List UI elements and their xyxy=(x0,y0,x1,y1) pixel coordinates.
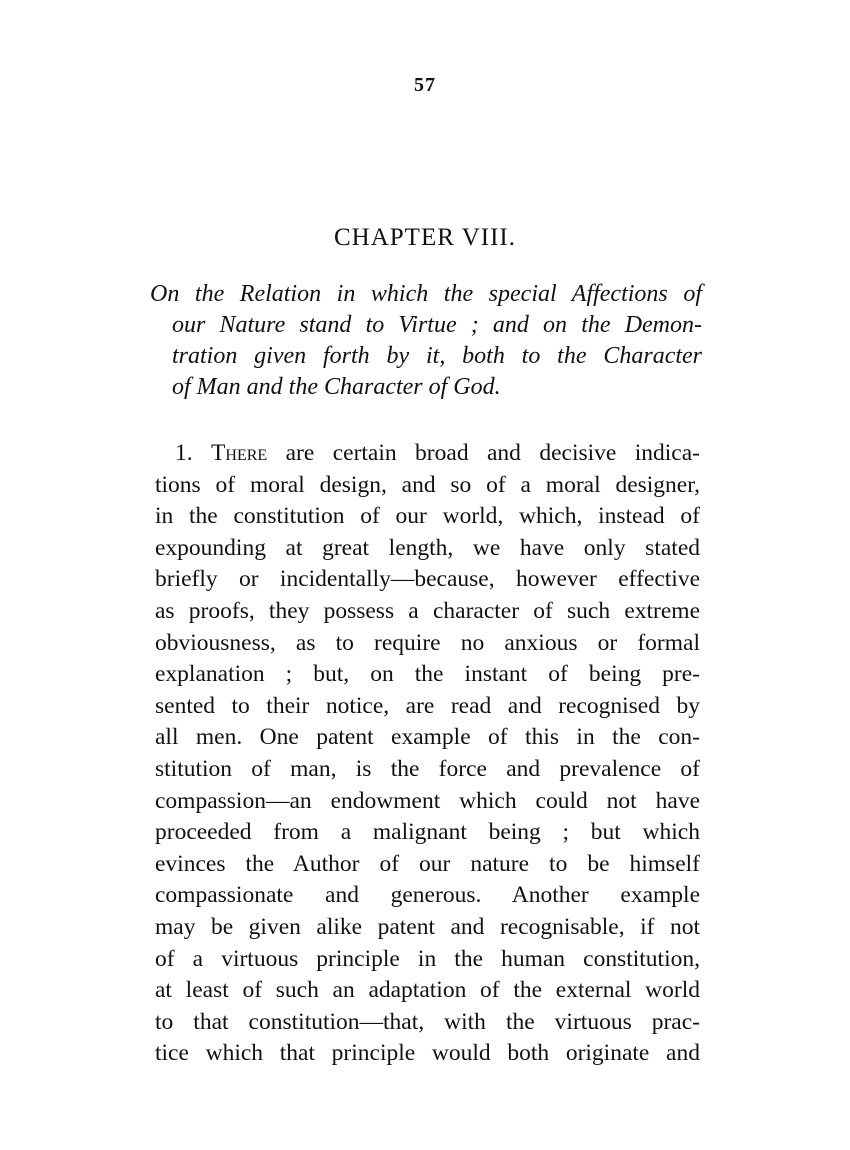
text-line: expounding at great length, we have only stated xyxy=(155,534,700,561)
text-line: at least of such an adaptation of the external world xyxy=(155,977,700,1004)
chapter-subtitle xyxy=(150,279,702,403)
text-line: sented to their notice, are read and recognised by xyxy=(155,692,700,719)
text-line: tice which that principle would both originate and xyxy=(155,1040,700,1067)
chapter-heading: CHAPTER VIII. xyxy=(334,224,516,251)
text-line: briefly or incidentally—because, however effective xyxy=(155,566,700,593)
subtitle-line: of Man and the Character of God. xyxy=(172,374,501,400)
paragraph-first-line xyxy=(155,438,700,470)
text-line: may be given alike patent and recognisable, if not xyxy=(155,913,700,940)
text-line: explanation ; but, on the instant of being pre- xyxy=(155,661,700,688)
paragraph-first-line-text: are certain broad and decisive indica- xyxy=(285,440,700,466)
paragraph-lead-word: There xyxy=(211,440,268,466)
text-line: in the constitution of our world, which, instead of xyxy=(155,503,700,530)
subtitle-line: tration given forth by it, both to the Character xyxy=(172,343,702,369)
text-line: all men. One patent example of this in the con- xyxy=(155,724,700,751)
page-number: 57 xyxy=(414,74,436,96)
text-line: obviousness, as to require no anxious or formal xyxy=(155,629,700,656)
text-line: tions of moral design, and so of a moral designer, xyxy=(155,471,700,498)
text-line: compassionate and generous. Another example xyxy=(155,882,700,909)
text-line: proceeded from a malignant being ; but which xyxy=(155,819,700,846)
text-line: of a virtuous principle in the human constitution, xyxy=(155,945,700,972)
text-line: to that constitution—that, with the virtuous prac- xyxy=(155,1008,700,1035)
text-line: evinces the Author of our nature to be himself xyxy=(155,850,700,877)
paragraph-number: 1. xyxy=(175,440,193,466)
body-paragraph xyxy=(155,438,700,1070)
text-line: compassion—an endowment which could not have xyxy=(155,787,700,814)
subtitle-line: our Nature stand to Virtue ; and on the Demon- xyxy=(172,312,702,338)
subtitle-line: On the Relation in which the special Affections of xyxy=(150,281,702,307)
text-line: stitution of man, is the force and prevalence of xyxy=(155,755,700,782)
text-line: as proofs, they possess a character of such extreme xyxy=(155,597,700,624)
